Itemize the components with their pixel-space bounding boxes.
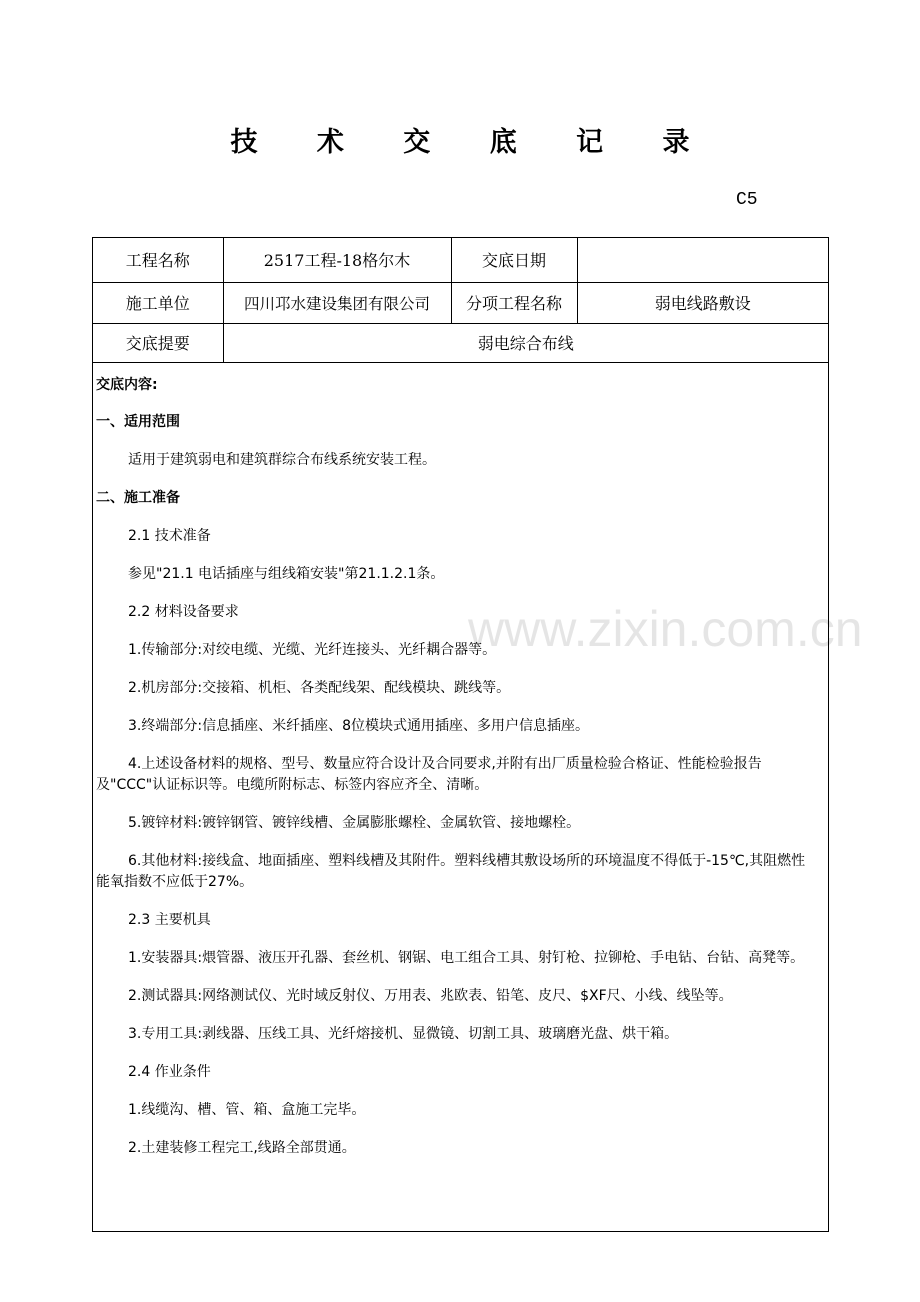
material-item: 2.机房部分:交接箱、机柜、各类配线架、配线模块、跳线等。 xyxy=(128,680,511,696)
work-condition-item: 2.土建装修工程完工,线路全部贯通。 xyxy=(128,1140,356,1156)
header-row-unit xyxy=(93,282,828,323)
subsection-materials: 2.2 材料设备要求 xyxy=(128,604,239,620)
section-scope-text: 适用于建筑弱电和建筑群综合布线系统安装工程。 xyxy=(128,452,436,468)
subproject-value: 弱电线路敷设 xyxy=(577,282,828,323)
form-code: C5 xyxy=(736,190,758,210)
material-item: 5.镀锌材料:镀锌钢管、镀锌线槽、金属膨胀螺栓、金属软管、接地螺栓。 xyxy=(128,815,581,831)
subsection-work-conditions: 2.4 作业条件 xyxy=(128,1064,211,1080)
header-table xyxy=(93,238,828,363)
technical-prep-text: 参见"21.1 电话插座与组线箱安装"第21.1.2.1条。 xyxy=(128,566,445,582)
summary-value: 弱电综合布线 xyxy=(223,323,828,362)
date-value xyxy=(577,238,828,282)
disclosure-content xyxy=(93,362,828,1159)
document-title: 技 术 交 底 记 录 xyxy=(230,127,715,158)
section-preparation-title: 二、施工准备 xyxy=(96,490,180,506)
subsection-tools: 2.3 主要机具 xyxy=(128,912,211,928)
tool-item: 3.专用工具:剥线器、压线工具、光纤熔接机、显微镜、切割工具、玻璃磨光盘、烘干箱。 xyxy=(128,1026,679,1042)
subproject-label: 分项工程名称 xyxy=(451,282,577,323)
subsection-technical-prep: 2.1 技术准备 xyxy=(128,528,211,544)
material-item: 3.终端部分:信息插座、米纤插座、8位模块式通用插座、多用户信息插座。 xyxy=(128,718,589,734)
record-form xyxy=(92,237,829,1232)
material-item: 1.传输部分:对绞电缆、光缆、光纤连接头、光纤耦合器等。 xyxy=(128,642,497,658)
unit-label: 施工单位 xyxy=(93,282,223,323)
header-row-summary xyxy=(93,323,828,362)
tool-item: 2.测试器具:网络测试仪、光时域反射仪、万用表、兆欧表、铅笔、皮尺、$XF尺、小线、线坠等。 xyxy=(128,988,733,1004)
summary-label: 交底提要 xyxy=(93,323,223,362)
date-label: 交底日期 xyxy=(451,238,577,282)
section-scope-title: 一、适用范围 xyxy=(96,414,180,430)
material-item: 4.上述设备材料的规格、型号、数量应符合设计及合同要求,并附有出厂质量检验合格证、性能检验报告及"CCC"认证标识等。电缆所附标志、标签内容应齐全、清晰。 xyxy=(96,756,762,793)
unit-value: 四川邛水建设集团有限公司 xyxy=(223,282,451,323)
work-condition-item: 1.线缆沟、槽、管、箱、盒施工完毕。 xyxy=(128,1102,366,1118)
watermark: www.zixin.com.cn xyxy=(468,601,863,657)
material-item: 6.其他材料:接线盒、地面插座、塑料线槽及其附件。塑料线槽其敷设场所的环境温度不得低于-15℃,其阻燃性能氧指数不应低于27%。 xyxy=(96,853,806,890)
header-row-project xyxy=(93,238,828,282)
project-name-label: 工程名称 xyxy=(93,238,223,282)
tool-item: 1.安装器具:煨管器、液压开孔器、套丝机、钢锯、电工组合工具、射钉枪、拉铆枪、手电钻、台钻、高凳等。 xyxy=(128,950,805,966)
content-heading: 交底内容: xyxy=(96,377,158,393)
project-name-value: 2517工程-18格尔木 xyxy=(223,238,451,282)
